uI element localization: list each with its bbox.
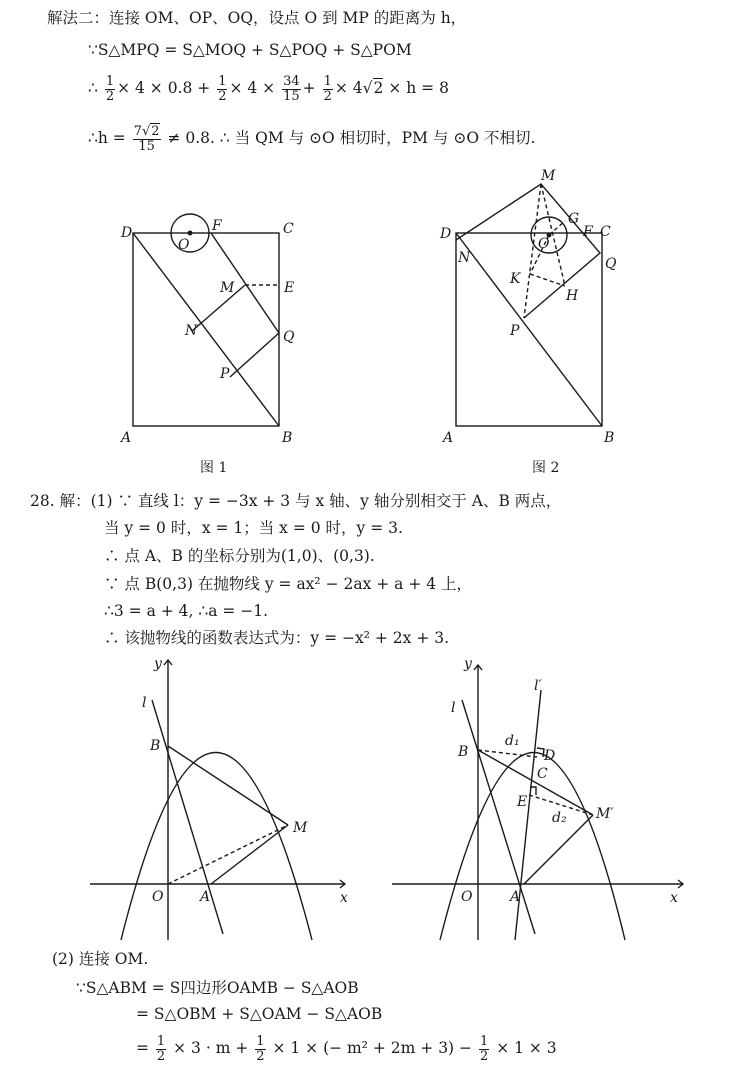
fig2-label-N: N bbox=[458, 250, 471, 266]
right-label-B: B bbox=[458, 744, 469, 760]
fig2-label-F: F bbox=[583, 224, 593, 240]
frac-half-1: $\frac{1}{2}$ bbox=[105, 73, 115, 104]
method2-intro: 解法二：连接 OM、OP、OQ，设点 O 到 MP 的距离为 h， bbox=[47, 9, 467, 27]
method2-calc: ∴ $\frac{1}{2}$ × 4 × 0.8 + $\frac{1}{2}$ × 4 × $\frac{34}{15}$ + $\frac{1}{2}$ × 4√2 × h = 8 bbox=[88, 73, 449, 104]
right-label-A: A bbox=[510, 889, 521, 905]
fig2-label-K: K bbox=[510, 271, 521, 287]
fig1-label-C: C bbox=[283, 221, 294, 237]
fig1-label-M: M bbox=[220, 280, 235, 296]
part2-l4-mid: × 3 · m + bbox=[173, 1039, 249, 1057]
fig2-label-G: G bbox=[568, 211, 580, 227]
right-label-E: E bbox=[517, 794, 528, 810]
q28-line2: 当 y = 0 时，x = 1；当 x = 0 时，y = 3. bbox=[104, 519, 403, 537]
fig1-label-N: N bbox=[185, 323, 198, 339]
fig1-label-A: A bbox=[121, 430, 132, 446]
fig1-caption: 图 1 bbox=[200, 460, 228, 476]
q28-line4: ∵ 点 B(0,3) 在抛物线 y = ax² − 2ax + a + 4 上， bbox=[104, 575, 473, 593]
fig2-caption: 图 2 bbox=[532, 460, 560, 476]
part2-l4-tail: × 1 × 3 bbox=[496, 1039, 557, 1057]
calc-tail: × h = 8 bbox=[388, 79, 449, 97]
frac-half-4: $\frac{1}{2}$ bbox=[156, 1033, 166, 1064]
part2-line1: (2) 连接 OM. bbox=[52, 950, 149, 968]
part2-line2: ∵S△ABM = S四边形OAMB − S△AOB bbox=[76, 979, 359, 997]
right-label-d2: d₂ bbox=[552, 810, 567, 826]
fig1-label-F: F bbox=[212, 218, 222, 234]
left-label-y: y bbox=[154, 656, 162, 672]
right-label-Mprime: M′ bbox=[596, 806, 614, 822]
fig2-label-Q: Q bbox=[605, 256, 617, 272]
fig1-label-B: B bbox=[282, 430, 293, 446]
frac-half-5: $\frac{1}{2}$ bbox=[256, 1033, 265, 1064]
fig2-label-H: H bbox=[566, 288, 579, 304]
right-label-d1: d₁ bbox=[505, 733, 520, 749]
frac-7root2-15: $\frac{7√2}{15}$ bbox=[133, 123, 160, 154]
right-label-C: C bbox=[537, 766, 548, 782]
right-label-x: x bbox=[670, 890, 678, 906]
fig1-label-O: O bbox=[178, 237, 190, 253]
left-label-l: l bbox=[142, 695, 147, 711]
fig2-label-A: A bbox=[443, 430, 454, 446]
right-label-D: D bbox=[544, 748, 556, 764]
left-label-B: B bbox=[150, 738, 161, 754]
frac-half-3: $\frac{1}{2}$ bbox=[323, 73, 332, 104]
fig2-label-P: P bbox=[510, 323, 520, 339]
calc-prefix: ∴ bbox=[88, 79, 98, 97]
fig2-label-D: D bbox=[440, 226, 452, 242]
right-label-O: O bbox=[461, 889, 473, 905]
right-label-y: y bbox=[464, 656, 472, 672]
fig1-label-E: E bbox=[284, 280, 295, 296]
fig1-label-Q: Q bbox=[283, 329, 295, 345]
fig2-label-O: O bbox=[538, 236, 550, 252]
right-label-lprime: l′ bbox=[534, 678, 542, 694]
frac-half-6: $\frac{1}{2}$ bbox=[479, 1033, 489, 1064]
left-label-O: O bbox=[152, 889, 164, 905]
part2-l4-mid2: × 1 × (− m² + 2m + 3) − bbox=[272, 1039, 473, 1057]
frac-half-2: $\frac{1}{2}$ bbox=[218, 73, 227, 104]
h-tail: ≠ 0.8. ∴ 当 QM 与 ⊙O 相切时，PM 与 ⊙O 不相切. bbox=[167, 129, 536, 147]
q28-line3: ∴ 点 A、B 的坐标分别为(1,0)、(0,3). bbox=[104, 547, 375, 565]
fig2-label-B: B bbox=[604, 430, 615, 446]
part2-line4: = $\frac{1}{2}$ × 3 · m + $\frac{1}{2}$ × 1 × (− m² + 2m + 3) − $\frac{1}{2}$ × 1 × 3 bbox=[136, 1033, 557, 1064]
part2-line3: = S△OBM + S△OAM − S△AOB bbox=[136, 1005, 383, 1023]
q28-line6: ∴ 该抛物线的函数表达式为：y = −x² + 2x + 3. bbox=[104, 629, 450, 647]
h-prefix: ∴h = bbox=[88, 129, 126, 147]
left-label-A: A bbox=[200, 889, 211, 905]
fig1-label-P: P bbox=[220, 366, 230, 382]
left-label-x: x bbox=[340, 890, 348, 906]
fig2-label-M: M bbox=[541, 168, 556, 184]
right-label-l: l bbox=[451, 700, 456, 716]
left-label-M: M bbox=[293, 820, 308, 836]
area-eq-text: ∵S△MPQ = S△MOQ + S△POQ + S△POM bbox=[88, 41, 412, 59]
fig1-label-D: D bbox=[121, 225, 133, 241]
fig2-label-C: C bbox=[600, 224, 611, 240]
q28-head: 28. 解：(1) ∵ 直线 l：y = −3x + 3 与 x 轴、y 轴分别相交于 A、B 两点， bbox=[30, 492, 562, 510]
frac-34-15: $\frac{34}{15}$ bbox=[283, 73, 300, 104]
q28-line5: ∴3 = a + 4, ∴a = −1. bbox=[104, 602, 269, 620]
